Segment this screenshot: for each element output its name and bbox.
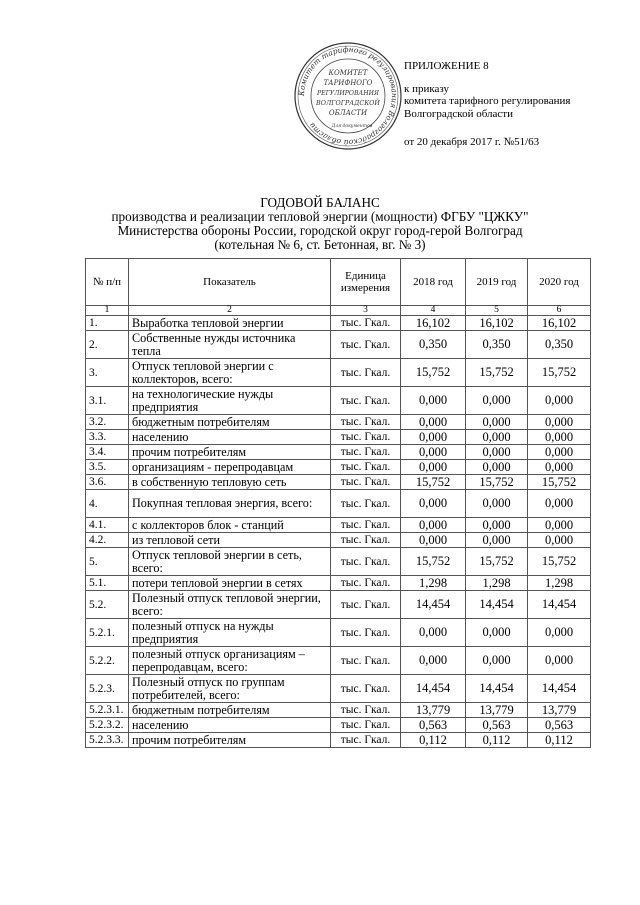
stamp-line: Для документов bbox=[331, 124, 373, 129]
unit: тыс. Гкал. bbox=[331, 703, 401, 718]
value-2019: 1,298 bbox=[466, 576, 528, 591]
value-2018: 16,102 bbox=[401, 316, 466, 331]
table-row bbox=[86, 430, 591, 445]
balance-table bbox=[85, 258, 591, 748]
table-row bbox=[86, 316, 591, 331]
stamp-line: КОМИТЕТ bbox=[328, 69, 368, 77]
appendix-block bbox=[404, 60, 570, 149]
unit: тыс. Гкал. bbox=[331, 430, 401, 445]
title-line: Министерства обороны России, городской округ город-герой Волгоград bbox=[117, 223, 523, 238]
value-2019: 0,000 bbox=[466, 430, 528, 445]
value-2019: 15,752 bbox=[466, 548, 528, 576]
title-line: (котельная № 6, ст. Бетонная, вг. № 3) bbox=[214, 237, 426, 252]
value-2020: 0,000 bbox=[528, 445, 591, 460]
col-index: 1 bbox=[86, 306, 129, 316]
indicator-name: населению bbox=[129, 430, 331, 445]
row-number: 3.6. bbox=[86, 475, 129, 490]
row-number: 5.2.3.2. bbox=[86, 718, 129, 733]
unit: тыс. Гкал. bbox=[331, 548, 401, 576]
row-number: 4.1. bbox=[86, 518, 129, 533]
unit: тыс. Гкал. bbox=[331, 415, 401, 430]
unit: тыс. Гкал. bbox=[331, 518, 401, 533]
table-row bbox=[86, 718, 591, 733]
official-seal-stamp bbox=[292, 40, 404, 152]
value-2018: 0,000 bbox=[401, 415, 466, 430]
table-row bbox=[86, 475, 591, 490]
value-2018: 14,454 bbox=[401, 591, 466, 619]
stamp-line: ОБЛАСТИ bbox=[328, 109, 368, 117]
value-2018: 0,350 bbox=[401, 331, 466, 359]
table-row bbox=[86, 675, 591, 703]
row-number: 5.2.3. bbox=[86, 675, 129, 703]
unit: тыс. Гкал. bbox=[331, 445, 401, 460]
indicator-name: прочим потребителям bbox=[129, 733, 331, 748]
header-indicator: Показатель bbox=[129, 259, 331, 306]
row-number: 2. bbox=[86, 331, 129, 359]
value-2019: 16,102 bbox=[466, 316, 528, 331]
row-number: 5.2.3.3. bbox=[86, 733, 129, 748]
value-2018: 15,752 bbox=[401, 359, 466, 387]
value-2019: 0,000 bbox=[466, 619, 528, 647]
value-2020: 13,779 bbox=[528, 703, 591, 718]
value-2018: 0,000 bbox=[401, 518, 466, 533]
value-2018: 0,000 bbox=[401, 460, 466, 475]
indicator-name: прочим потребителям bbox=[129, 445, 331, 460]
indicator-name: Собственные нужды источника тепла bbox=[129, 331, 331, 359]
value-2019: 0,000 bbox=[466, 518, 528, 533]
indicator-name: бюджетным потребителям bbox=[129, 415, 331, 430]
table-row bbox=[86, 647, 591, 675]
value-2018: 0,000 bbox=[401, 387, 466, 415]
indicator-name: Отпуск тепловой энергии в сеть, всего: bbox=[129, 548, 331, 576]
row-number: 3.1. bbox=[86, 387, 129, 415]
table-row bbox=[86, 445, 591, 460]
table-row bbox=[86, 576, 591, 591]
value-2020: 0,000 bbox=[528, 460, 591, 475]
header-unit: Единица измерения bbox=[331, 259, 401, 306]
header-2018: 2018 год bbox=[401, 259, 466, 306]
col-index: 6 bbox=[528, 306, 591, 316]
table-row bbox=[86, 460, 591, 475]
row-number: 3.3. bbox=[86, 430, 129, 445]
col-index: 4 bbox=[401, 306, 466, 316]
value-2018: 0,563 bbox=[401, 718, 466, 733]
table-row bbox=[86, 359, 591, 387]
table-body bbox=[86, 316, 591, 748]
header-2019: 2019 год bbox=[466, 259, 528, 306]
value-2019: 0,000 bbox=[466, 533, 528, 548]
unit: тыс. Гкал. bbox=[331, 533, 401, 548]
unit: тыс. Гкал. bbox=[331, 576, 401, 591]
indicator-name: полезный отпуск организациям – перепродавцам, всего: bbox=[129, 647, 331, 675]
value-2020: 0,000 bbox=[528, 415, 591, 430]
col-index: 5 bbox=[466, 306, 528, 316]
value-2020: 16,102 bbox=[528, 316, 591, 331]
value-2019: 0,563 bbox=[466, 718, 528, 733]
table-row bbox=[86, 619, 591, 647]
value-2018: 13,779 bbox=[401, 703, 466, 718]
row-number: 1. bbox=[86, 316, 129, 331]
unit: тыс. Гкал. bbox=[331, 316, 401, 331]
unit: тыс. Гкал. bbox=[331, 733, 401, 748]
value-2020: 15,752 bbox=[528, 548, 591, 576]
unit: тыс. Гкал. bbox=[331, 718, 401, 733]
table-row bbox=[86, 733, 591, 748]
value-2019: 14,454 bbox=[466, 675, 528, 703]
unit: тыс. Гкал. bbox=[331, 591, 401, 619]
table-row bbox=[86, 591, 591, 619]
value-2018: 0,000 bbox=[401, 619, 466, 647]
value-2018: 0,000 bbox=[401, 445, 466, 460]
row-number: 5.1. bbox=[86, 576, 129, 591]
indicator-name: из тепловой сети bbox=[129, 533, 331, 548]
value-2020: 0,000 bbox=[528, 647, 591, 675]
indicator-name: организациям - перепродавцам bbox=[129, 460, 331, 475]
value-2020: 0,112 bbox=[528, 733, 591, 748]
table-row bbox=[86, 703, 591, 718]
header-2020: 2020 год bbox=[528, 259, 591, 306]
value-2019: 0,000 bbox=[466, 647, 528, 675]
indicator-name: Полезный отпуск тепловой энергии, всего: bbox=[129, 591, 331, 619]
value-2020: 0,563 bbox=[528, 718, 591, 733]
indicator-name: с коллекторов блок - станций bbox=[129, 518, 331, 533]
table-row bbox=[86, 533, 591, 548]
stamp-ring-text: Комитет тарифного регулирования Волгоградской области bbox=[296, 44, 400, 148]
row-number: 4.2. bbox=[86, 533, 129, 548]
value-2018: 14,454 bbox=[401, 675, 466, 703]
value-2018: 0,000 bbox=[401, 647, 466, 675]
stamp-line: ВОЛГОГРАДСКОЙ bbox=[316, 99, 380, 107]
unit: тыс. Гкал. bbox=[331, 475, 401, 490]
row-number: 5. bbox=[86, 548, 129, 576]
row-number: 3.2. bbox=[86, 415, 129, 430]
value-2019: 13,779 bbox=[466, 703, 528, 718]
stamp-line: РЕГУЛИРОВАНИЯ bbox=[316, 90, 380, 97]
value-2019: 0,112 bbox=[466, 733, 528, 748]
unit: тыс. Гкал. bbox=[331, 387, 401, 415]
indicator-name: на технологические нужды предприятия bbox=[129, 387, 331, 415]
value-2020: 0,000 bbox=[528, 387, 591, 415]
value-2018: 1,298 bbox=[401, 576, 466, 591]
value-2020: 0,000 bbox=[528, 490, 591, 518]
appendix-title: ПРИЛОЖЕНИЕ 8 bbox=[404, 60, 489, 72]
value-2019: 0,000 bbox=[466, 460, 528, 475]
value-2020: 14,454 bbox=[528, 591, 591, 619]
row-number: 3.4. bbox=[86, 445, 129, 460]
indicator-name: бюджетным потребителям bbox=[129, 703, 331, 718]
unit: тыс. Гкал. bbox=[331, 647, 401, 675]
value-2020: 14,454 bbox=[528, 675, 591, 703]
value-2020: 15,752 bbox=[528, 475, 591, 490]
row-number: 5.2.2. bbox=[86, 647, 129, 675]
value-2019: 0,000 bbox=[466, 445, 528, 460]
value-2020: 0,000 bbox=[528, 533, 591, 548]
row-number: 5.2. bbox=[86, 591, 129, 619]
indicator-name: Полезный отпуск по группам потребителей, всего: bbox=[129, 675, 331, 703]
indicator-name: населению bbox=[129, 718, 331, 733]
unit: тыс. Гкал. bbox=[331, 490, 401, 518]
value-2019: 0,000 bbox=[466, 415, 528, 430]
indicator-name: в собственную тепловую сеть bbox=[129, 475, 331, 490]
appendix-line: комитета тарифного регулирования bbox=[404, 95, 571, 107]
unit: тыс. Гкал. bbox=[331, 619, 401, 647]
table-header-row bbox=[86, 259, 591, 306]
table-row bbox=[86, 387, 591, 415]
title-line: производства и реализации тепловой энергии (мощности) ФГБУ "ЦЖКУ" bbox=[111, 209, 529, 224]
row-number: 4. bbox=[86, 490, 129, 518]
column-index-row bbox=[86, 306, 591, 316]
value-2019: 0,000 bbox=[466, 387, 528, 415]
value-2019: 0,000 bbox=[466, 490, 528, 518]
indicator-name: потери тепловой энергии в сетях bbox=[129, 576, 331, 591]
value-2020: 0,000 bbox=[528, 518, 591, 533]
value-2018: 0,000 bbox=[401, 533, 466, 548]
col-index: 2 bbox=[129, 306, 331, 316]
value-2018: 15,752 bbox=[401, 475, 466, 490]
indicator-name: полезный отпуск на нужды предприятия bbox=[129, 619, 331, 647]
value-2020: 0,350 bbox=[528, 331, 591, 359]
value-2019: 0,350 bbox=[466, 331, 528, 359]
title-main: ГОДОВОЙ БАЛАНС bbox=[260, 195, 380, 210]
value-2019: 14,454 bbox=[466, 591, 528, 619]
appendix-date: от 20 декабря 2017 г. №51/63 bbox=[404, 136, 540, 148]
table-row bbox=[86, 548, 591, 576]
value-2020: 1,298 bbox=[528, 576, 591, 591]
document-title bbox=[0, 196, 640, 252]
appendix-line: Волгоградской области bbox=[404, 107, 513, 120]
value-2019: 15,752 bbox=[466, 359, 528, 387]
value-2020: 15,752 bbox=[528, 359, 591, 387]
unit: тыс. Гкал. bbox=[331, 460, 401, 475]
appendix-line: к приказу bbox=[404, 82, 450, 95]
table-row bbox=[86, 415, 591, 430]
value-2018: 0,112 bbox=[401, 733, 466, 748]
indicator-name: Покупная тепловая энергия, всего: bbox=[129, 490, 331, 518]
unit: тыс. Гкал. bbox=[331, 331, 401, 359]
col-index: 3 bbox=[331, 306, 401, 316]
row-number: 3.5. bbox=[86, 460, 129, 475]
table-row bbox=[86, 518, 591, 533]
value-2019: 15,752 bbox=[466, 475, 528, 490]
value-2020: 0,000 bbox=[528, 430, 591, 445]
indicator-name: Отпуск тепловой энергии с коллекторов, всего: bbox=[129, 359, 331, 387]
value-2018: 15,752 bbox=[401, 548, 466, 576]
unit: тыс. Гкал. bbox=[331, 359, 401, 387]
stamp-line: ТАРИФНОГО bbox=[323, 79, 373, 87]
value-2018: 0,000 bbox=[401, 430, 466, 445]
value-2018: 0,000 bbox=[401, 490, 466, 518]
value-2020: 0,000 bbox=[528, 619, 591, 647]
row-number: 3. bbox=[86, 359, 129, 387]
indicator-name: Выработка тепловой энергии bbox=[129, 316, 331, 331]
table-row bbox=[86, 490, 591, 518]
table-row bbox=[86, 331, 591, 359]
unit: тыс. Гкал. bbox=[331, 675, 401, 703]
row-number: 5.2.3.1. bbox=[86, 703, 129, 718]
row-number: 5.2.1. bbox=[86, 619, 129, 647]
header-num: № п/п bbox=[86, 259, 129, 306]
